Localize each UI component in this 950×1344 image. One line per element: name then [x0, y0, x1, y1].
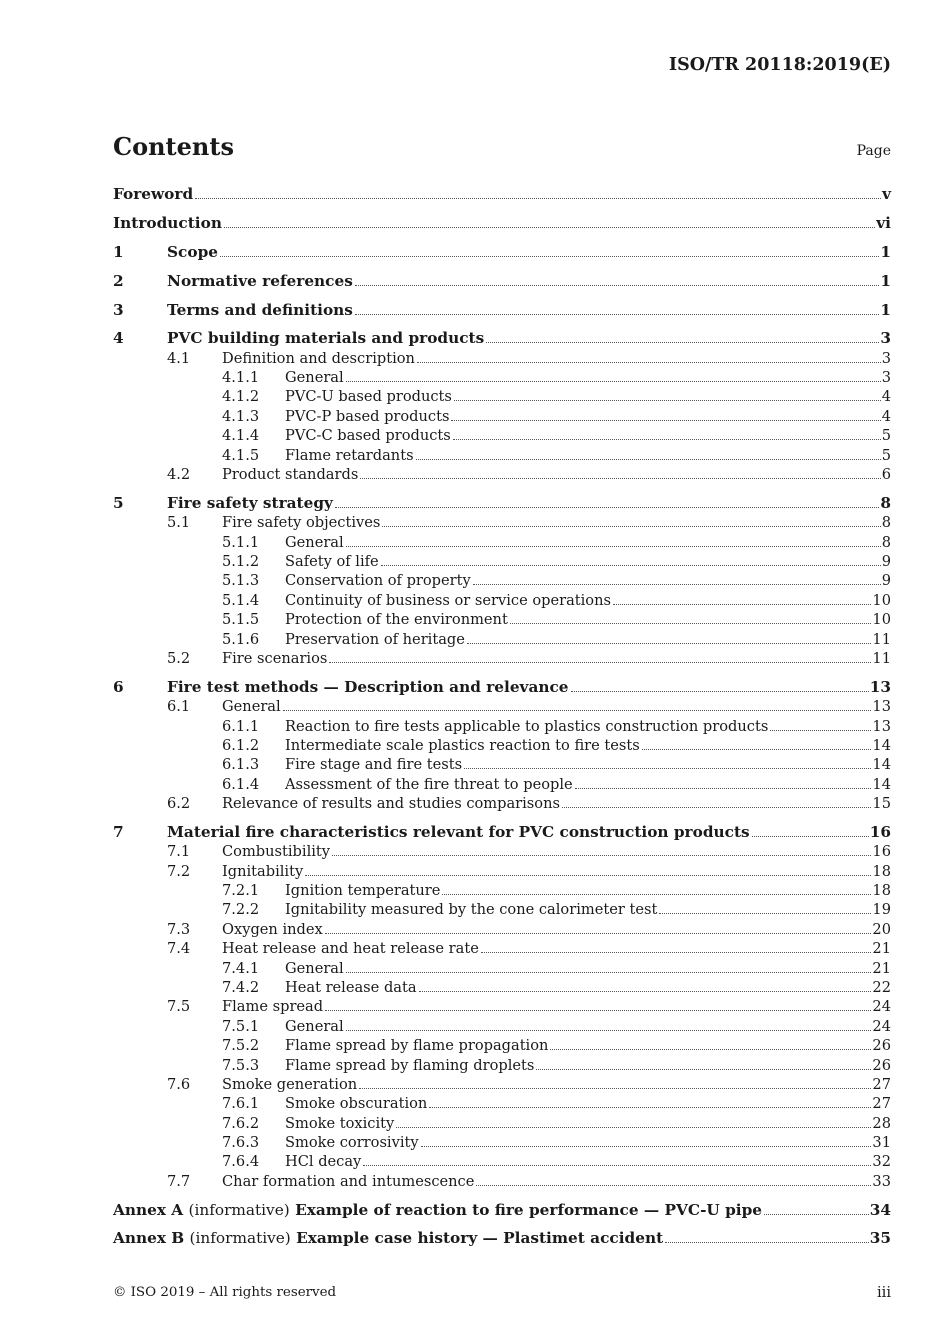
toc-entry-page: 20 — [872, 920, 891, 938]
toc-entry[interactable] — [113, 1170, 891, 1189]
toc-entry-page: 22 — [872, 978, 891, 996]
toc-entry-title: Terms and definitions — [167, 300, 353, 319]
toc-entry-title: General — [285, 959, 344, 977]
toc-entry[interactable] — [113, 512, 891, 531]
toc-entry[interactable] — [113, 899, 891, 918]
dot-leader — [355, 314, 879, 315]
toc-entry-number: 4.1.1 — [222, 369, 260, 387]
toc-entry-page: v — [882, 185, 891, 204]
toc-entry[interactable] — [113, 676, 891, 695]
toc-entry-title: Introduction — [113, 214, 222, 233]
toc-entry-number: 4.1.2 — [222, 388, 260, 406]
dot-leader — [770, 730, 871, 731]
annex-title: Example case history — Plastimet accident — [296, 1229, 664, 1248]
toc-entry-number: 6.1.4 — [222, 775, 260, 793]
dot-leader — [752, 836, 869, 837]
toc-entry[interactable] — [113, 735, 891, 754]
dot-leader — [659, 913, 871, 914]
toc-entry-number: 7.4 — [167, 940, 191, 958]
toc-entry-number: 5.1.6 — [222, 630, 260, 648]
toc-entry[interactable] — [113, 242, 891, 261]
dot-leader — [325, 933, 872, 934]
toc-entry-title: Heat release and heat release rate — [222, 940, 479, 958]
toc-entry[interactable] — [113, 492, 891, 511]
toc-entry-number: 5.1 — [167, 514, 191, 532]
toc-entry-page: 21 — [872, 959, 891, 977]
dot-leader — [355, 285, 880, 286]
toc-entry-number: 6.1 — [167, 698, 191, 716]
dot-leader — [363, 1165, 871, 1166]
dot-leader — [224, 227, 875, 228]
toc-entry-page: 4 — [881, 407, 891, 425]
dot-leader — [396, 1127, 871, 1128]
toc-entry[interactable] — [113, 589, 891, 608]
toc-entry-page: 27 — [872, 1095, 891, 1113]
dot-leader — [575, 788, 872, 789]
toc-entry-title: Oxygen index — [222, 920, 323, 938]
annex-note: (informative) — [189, 1229, 291, 1248]
dot-leader — [571, 691, 869, 692]
toc-entry-page: 3 — [881, 349, 891, 367]
toc-entry-number: 7.3 — [167, 920, 191, 938]
toc-entry[interactable] — [113, 347, 891, 366]
toc-entry[interactable] — [113, 957, 891, 976]
dot-leader — [346, 972, 872, 973]
toc-entry[interactable] — [113, 299, 891, 318]
toc-entry-page: 9 — [881, 572, 891, 590]
dot-leader — [613, 604, 871, 605]
toc-entry-number: 7.4.1 — [222, 959, 260, 977]
toc-entry[interactable] — [113, 405, 891, 424]
toc-entry-number: 7.4.2 — [222, 978, 260, 996]
toc-entry[interactable] — [113, 841, 891, 860]
toc-entry-page: 16 — [869, 822, 891, 841]
toc-entry-page: 27 — [872, 1075, 891, 1093]
toc-entry[interactable] — [113, 628, 891, 647]
toc-entry-title: Ignitability — [222, 862, 304, 880]
toc-entry-page: 13 — [869, 677, 891, 696]
toc-entry-title: Conservation of property — [285, 572, 471, 590]
toc-entry-title: Smoke obscuration — [285, 1095, 428, 1113]
toc-entry[interactable] — [113, 860, 891, 879]
dot-leader — [359, 1088, 871, 1089]
toc-entry-number: 7.5.3 — [222, 1056, 260, 1074]
toc-entry-title: PVC-U based products — [285, 388, 452, 406]
toc-entry-page: 35 — [869, 1229, 891, 1248]
toc-entry-title: Char formation and intumescence — [222, 1172, 475, 1190]
toc-entry[interactable] — [113, 996, 891, 1015]
dot-leader — [419, 991, 872, 992]
toc-entry-number: 5.1.1 — [222, 533, 260, 551]
page-number: iii — [876, 1284, 891, 1301]
toc-entry-page: vi — [876, 214, 891, 233]
dot-leader — [464, 768, 871, 769]
toc-entry-page: 9 — [881, 552, 891, 570]
toc-entry-page: 8 — [881, 514, 891, 532]
toc-entry-title: Flame spread by flame propagation — [285, 1037, 549, 1055]
dot-leader — [416, 459, 881, 460]
toc-entry-page: 26 — [872, 1056, 891, 1074]
dot-leader — [510, 623, 872, 624]
toc-entry-number: 5.1.4 — [222, 591, 260, 609]
toc-entry-number: 7.2.2 — [222, 901, 260, 919]
annex-label: Annex B — [113, 1229, 185, 1248]
toc-entry-page: 24 — [872, 998, 891, 1016]
toc-entry[interactable] — [113, 821, 891, 840]
toc-entry-number: 7.5 — [167, 998, 191, 1016]
dot-leader — [467, 643, 872, 644]
toc-entry-title: PVC-C based products — [285, 427, 451, 445]
toc-entry-page: 31 — [872, 1134, 891, 1152]
annex-title: Example of reaction to fire performance — PVC-U pipe — [295, 1200, 763, 1219]
toc-entry-title: Scope — [167, 242, 218, 261]
toc-entry-number: 5.1.5 — [222, 611, 260, 629]
toc-entry[interactable] — [113, 977, 891, 996]
toc-entry-title: Smoke generation — [222, 1075, 358, 1093]
toc-entry-page: 11 — [872, 630, 891, 648]
toc-entry-title: General — [285, 369, 344, 387]
dot-leader — [325, 1010, 871, 1011]
toc-entry-title: Ignition temperature — [285, 882, 441, 900]
toc-entry-title: Product standards — [222, 466, 359, 484]
toc-entry[interactable] — [113, 184, 891, 203]
toc-entry[interactable] — [113, 386, 891, 405]
toc-entry-title: Fire test methods — Description and relevance — [167, 677, 569, 696]
toc-entry-number: 7.7 — [167, 1172, 191, 1190]
toc-entry-number: 7.5.2 — [222, 1037, 260, 1055]
toc-entry-number: 7.1 — [167, 843, 191, 861]
toc-entry-page: 8 — [881, 533, 891, 551]
toc-entry[interactable] — [113, 1228, 891, 1247]
toc-entry[interactable] — [113, 1035, 891, 1054]
toc-entry[interactable] — [113, 213, 891, 232]
toc-entry-title: Intermediate scale plastics reaction to fire tests — [285, 736, 640, 754]
dot-leader — [486, 342, 879, 343]
toc-entry-title: Flame spread — [222, 998, 324, 1016]
toc-entry-title: Assessment of the fire threat to people — [285, 775, 573, 793]
toc-entry-annex-title — [113, 1201, 762, 1219]
dot-leader — [550, 1049, 871, 1050]
toc-entry-number: 1 — [113, 242, 124, 261]
dot-leader — [346, 1030, 872, 1031]
toc-entry-page: 33 — [872, 1172, 891, 1190]
toc-entry[interactable] — [113, 938, 891, 957]
toc-entry-page: 28 — [872, 1114, 891, 1132]
dot-leader — [665, 1242, 869, 1243]
toc-entry-title: Ignitability measured by the cone calorimeter test — [285, 901, 658, 919]
dot-leader — [453, 439, 881, 440]
toc-entry[interactable] — [113, 425, 891, 444]
toc-entry-title: Relevance of results and studies comparisons — [222, 795, 560, 813]
table-of-contents — [113, 184, 891, 1247]
dot-leader — [454, 400, 881, 401]
toc-entry-page: 5 — [881, 427, 891, 445]
toc-entry-page: 10 — [872, 591, 891, 609]
toc-entry-number: 4.1.5 — [222, 446, 260, 464]
toc-entry[interactable] — [113, 609, 891, 628]
copyright-notice: © ISO 2019 – All rights reserved — [113, 1285, 337, 1300]
annex-label: Annex A — [113, 1200, 184, 1219]
toc-entry-page: 24 — [872, 1017, 891, 1035]
toc-entry-title: Preservation of heritage — [285, 630, 465, 648]
toc-entry[interactable] — [113, 1151, 891, 1170]
toc-entry-number: 4.1 — [167, 349, 191, 367]
dot-leader — [536, 1069, 871, 1070]
toc-entry-page: 3 — [880, 329, 891, 348]
toc-entry-number: 2 — [113, 271, 124, 290]
dot-leader — [562, 807, 871, 808]
dot-leader — [451, 420, 880, 421]
dot-leader — [476, 1185, 871, 1186]
dot-leader — [283, 710, 872, 711]
toc-entry-number: 7.6.3 — [222, 1134, 260, 1152]
dot-leader — [421, 1146, 872, 1147]
toc-entry-page: 26 — [872, 1037, 891, 1055]
toc-entry-title: General — [222, 698, 281, 716]
dot-leader — [360, 478, 880, 479]
toc-entry[interactable] — [113, 773, 891, 792]
toc-entry-number: 7.2.1 — [222, 882, 260, 900]
toc-entry-title: Fire stage and fire tests — [285, 756, 463, 774]
toc-entry-number: 4.1.3 — [222, 407, 260, 425]
toc-entry-page: 10 — [872, 611, 891, 629]
dot-leader — [429, 1107, 871, 1108]
toc-entry-number: 4 — [113, 329, 124, 348]
toc-entry[interactable] — [113, 1093, 891, 1112]
dot-leader — [442, 894, 871, 895]
annex-note: (informative) — [188, 1200, 290, 1219]
toc-entry[interactable] — [113, 1112, 891, 1131]
dot-leader — [332, 855, 871, 856]
toc-entry-title: Fire safety strategy — [167, 493, 333, 512]
dot-leader — [417, 362, 881, 363]
toc-entry-page: 13 — [872, 717, 891, 735]
toc-entry-title: Foreword — [113, 185, 194, 204]
toc-entry-page: 32 — [872, 1153, 891, 1171]
toc-entry-page: 19 — [872, 901, 891, 919]
toc-entry-title: Fire scenarios — [222, 649, 328, 667]
toc-entry-page: 6 — [881, 466, 891, 484]
toc-entry-page: 14 — [872, 736, 891, 754]
toc-entry-page: 5 — [881, 446, 891, 464]
toc-entry-page: 15 — [872, 795, 891, 813]
dot-leader — [305, 875, 871, 876]
toc-entry-page: 21 — [872, 940, 891, 958]
dot-leader — [642, 749, 872, 750]
toc-entry-annex-title — [113, 1229, 663, 1247]
toc-entry-title: Smoke toxicity — [285, 1114, 395, 1132]
toc-entry-number: 5.1.2 — [222, 552, 260, 570]
page-column-label: Page — [856, 143, 891, 159]
toc-entry[interactable] — [113, 918, 891, 937]
toc-entry-number: 3 — [113, 300, 124, 319]
toc-entry[interactable] — [113, 531, 891, 550]
toc-entry-title: General — [285, 1017, 344, 1035]
toc-entry-number: 6.1.2 — [222, 736, 260, 754]
toc-entry-number: 7.5.1 — [222, 1017, 260, 1035]
toc-entry-page: 1 — [880, 242, 891, 261]
toc-entry-title: Protection of the environment — [285, 611, 508, 629]
toc-entry-title: Combustibility — [222, 843, 331, 861]
toc-entry-title: General — [285, 533, 344, 551]
dot-leader — [195, 198, 881, 199]
toc-entry-page: 18 — [872, 882, 891, 900]
toc-entry-page: 3 — [881, 369, 891, 387]
toc-entry-title: Definition and description — [222, 349, 415, 367]
toc-entry[interactable] — [113, 1054, 891, 1073]
toc-entry[interactable] — [113, 793, 891, 812]
toc-entry-number: 5.1.3 — [222, 572, 260, 590]
toc-entry-title: PVC-P based products — [285, 407, 450, 425]
toc-entry-number: 7.6.2 — [222, 1114, 260, 1132]
dot-leader — [764, 1214, 869, 1215]
toc-entry-title: HCl decay — [285, 1153, 362, 1171]
toc-entry-number: 6 — [113, 677, 124, 696]
dot-leader — [346, 546, 881, 547]
toc-entry-page: 4 — [881, 388, 891, 406]
toc-entry-page: 14 — [872, 775, 891, 793]
toc-entry-page: 11 — [872, 649, 891, 667]
toc-entry-title: Flame retardants — [285, 446, 414, 464]
toc-entry-number: 7.6 — [167, 1075, 191, 1093]
toc-entry-title: Heat release data — [285, 978, 417, 996]
dot-leader — [220, 256, 879, 257]
dot-leader — [481, 952, 872, 953]
dot-leader — [381, 565, 881, 566]
toc-entry-page: 1 — [880, 271, 891, 290]
toc-entry-page: 34 — [869, 1200, 891, 1219]
toc-entry[interactable] — [113, 444, 891, 463]
toc-entry[interactable] — [113, 328, 891, 347]
dot-leader — [382, 526, 880, 527]
toc-entry-page: 18 — [872, 862, 891, 880]
toc-entry[interactable] — [113, 880, 891, 899]
toc-entry-page: 1 — [880, 300, 891, 319]
toc-entry-page: 8 — [880, 493, 891, 512]
toc-entry-number: 7.2 — [167, 862, 191, 880]
toc-entry-number: 7.6.1 — [222, 1095, 260, 1113]
toc-entry[interactable] — [113, 551, 891, 570]
toc-entry-title: Continuity of business or service operations — [285, 591, 611, 609]
toc-entry[interactable] — [113, 367, 891, 386]
toc-entry-title: PVC building materials and products — [167, 329, 485, 348]
toc-entry-number: 6.1.3 — [222, 756, 260, 774]
page-title: Contents — [113, 132, 234, 161]
toc-entry[interactable] — [113, 1015, 891, 1034]
document-id: ISO/TR 20118:2019(E) — [668, 55, 891, 75]
toc-entry-title: Smoke corrosivity — [285, 1134, 419, 1152]
toc-entry-title: Reaction to fire tests applicable to plastics construction products — [285, 717, 769, 735]
toc-entry[interactable] — [113, 1074, 891, 1093]
toc-entry-number: 5.2 — [167, 649, 191, 667]
dot-leader — [473, 584, 881, 585]
toc-entry[interactable] — [113, 464, 891, 483]
toc-entry-title: Fire safety objectives — [222, 514, 381, 532]
toc-entry-title: Safety of life — [285, 552, 379, 570]
toc-entry-number: 7.6.4 — [222, 1153, 260, 1171]
dot-leader — [329, 662, 871, 663]
toc-entry-page: 13 — [872, 698, 891, 716]
toc-entry-number: 4.2 — [167, 466, 191, 484]
toc-entry-number: 7 — [113, 822, 124, 841]
toc-entry[interactable] — [113, 570, 891, 589]
dot-leader — [335, 507, 879, 508]
toc-entry-title: Material fire characteristics relevant for PVC construction products — [167, 822, 750, 841]
toc-entry-number: 4.1.4 — [222, 427, 260, 445]
toc-entry-number: 6.2 — [167, 795, 191, 813]
toc-entry-page: 16 — [872, 843, 891, 861]
toc-entry-page: 14 — [872, 756, 891, 774]
toc-entry-number: 6.1.1 — [222, 717, 260, 735]
toc-entry-number: 5 — [113, 493, 124, 512]
toc-entry[interactable] — [113, 270, 891, 289]
toc-entry[interactable] — [113, 715, 891, 734]
toc-entry[interactable] — [113, 1199, 891, 1218]
toc-entry-title: Normative references — [167, 271, 353, 290]
toc-entry[interactable] — [113, 1132, 891, 1151]
toc-entry-title: Flame spread by flaming droplets — [285, 1056, 535, 1074]
toc-entry[interactable] — [113, 696, 891, 715]
toc-entry[interactable] — [113, 648, 891, 667]
dot-leader — [346, 381, 881, 382]
toc-entry[interactable] — [113, 754, 891, 773]
